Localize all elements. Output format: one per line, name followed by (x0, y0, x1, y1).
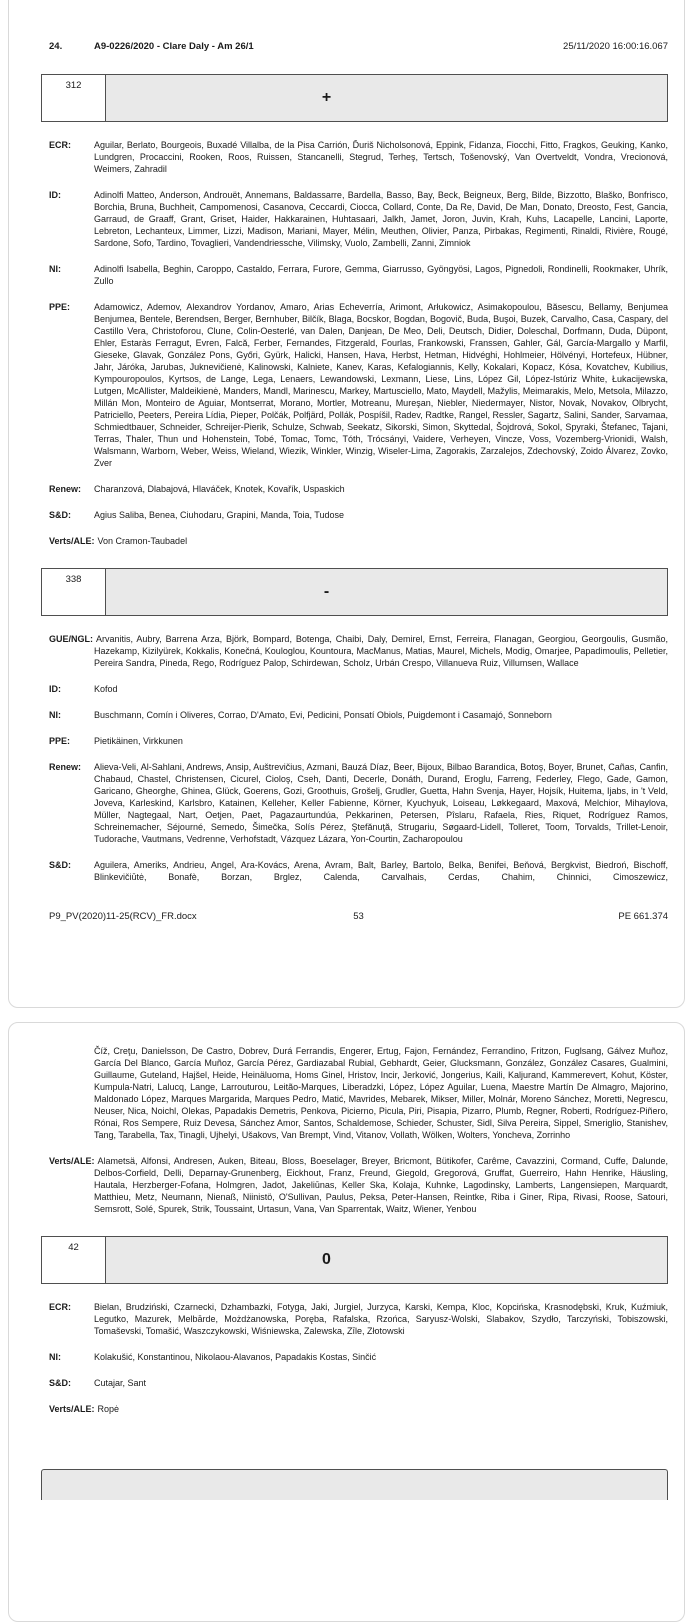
vote-item-number: 24. (49, 41, 63, 52)
group-label: ECR: (49, 1302, 71, 1312)
group-label: GUE/NGL: (49, 634, 93, 644)
vote-group-id-minus (49, 683, 668, 695)
group-label: NI: (49, 1352, 61, 1362)
group-names: Adinolfi Isabella, Beghin, Caroppo, Castaldo, Ferrara, Furore, Gemma, Giarrusso, Gyöngyösi, Lagos, Pignedoli, Rondinelli, Rookmaker, Uhrík, Zullo (94, 264, 668, 286)
group-names: Adinolfi Matteo, Anderson, Androuët, Annemans, Baldassarre, Bardella, Basso, Bay, Beck, Beigneux, Berg, Bilde, Bizzotto, Blaško, Bonfrisco, Borchia, Bruna, Buchheit, Campomenosi, Casanova, Ceccardi, Ciocca, Collard, Conte, Da Re, David, De Man, Donato, Dreosto, Fest, Gancia, Garraud, de Graaff, Grant, Griset, Haider, Hakkarainen, Huhtasaari, Jalkh, Jamet, Joron, Juvin, Krah, Kuhs, Lacapelle, Lancini, Laporte, Lebreton, Lechanteux, Limmer, Lizzi, Madison, Mariani, Mayer, Mélin, Meuthen, Olivier, Panza, Pirbakas, Regimenti, Rinaldi, Rivière, Rougé, Sardone, Sofo, Tardino, Tovaglieri, Vandendriessche, Vilimsky, Vuolo, Zambelli, Zanni, Zimniok (94, 190, 668, 248)
group-names: Aguilera, Ameriks, Andrieu, Angel, Ara-Kovács, Arena, Avram, Balt, Barley, Bartolo, Belka, Benifei, Beňová, Bergkvist, Biedroń, Bischoff, Blinkevičiūtė, Bonafè, Borzan, Brglez, Calenda, Carvalhais, Cerdas, Chahim, Chinnici, Cimoszewicz, (94, 860, 668, 882)
group-names: Kofod (94, 684, 118, 694)
group-label: Verts/ALE: (49, 1404, 95, 1414)
vote-cell-plus (106, 75, 667, 121)
vote-cell-minus (106, 569, 667, 615)
next-vote-box-partial (41, 1469, 668, 1500)
vote-group-sd-minus (49, 859, 668, 883)
group-names: Buschmann, Comín i Oliveres, Corrao, D'Amato, Evi, Pedicini, Ponsatí Obiols, Puigdemont i Casamajó, Sonneborn (94, 710, 552, 720)
group-label: ECR: (49, 140, 71, 150)
vote-count-zero: 42 (42, 1237, 106, 1283)
plus-symbol: + (321, 89, 332, 106)
group-names: Bielan, Brudziński, Czarnecki, Dzhambazki, Fotyga, Jaki, Jurgiel, Jurzyca, Karski, Kempa, Kloc, Kopcińska, Krasnodębski, Kruk, Kuźmiuk, Legutko, Mazurek, Melbārde, Możdżanowska, Poręba, Rafalska, Rzońca, Saryusz-Wolski, Slabakov, Szydło, Tarczyński, Tobiszowski, Tomaševski, Tomašić, Waszczykowski, Wiśniewska, Zalewska, Zīle, Złotowski (94, 1302, 668, 1336)
footer-docname: P9_PV(2020)11-25(RCV)_FR.docx (49, 911, 197, 922)
vote-group-sd-plus (49, 509, 668, 521)
footer-reference: PE 661.374 (618, 911, 669, 922)
group-label: ID: (49, 684, 61, 694)
footer-page-number: 53 (353, 911, 364, 922)
group-names: Ropė (97, 1404, 120, 1414)
vote-group-ni-plus (49, 263, 668, 287)
vote-group-renew-plus (49, 483, 668, 495)
vote-group-ecr-zero (49, 1301, 668, 1337)
zero-symbol: 0 (322, 1251, 331, 1268)
vote-group-guengl-minus (49, 633, 668, 669)
vote-count-minus: 338 (42, 569, 106, 615)
document-page-2 (8, 1022, 685, 1622)
group-names: Charanzová, Dlabajová, Hlaváček, Knotek, Kovařík, Uspaskich (94, 484, 345, 494)
group-names: Von Cramon-Taubadel (97, 536, 188, 546)
vote-group-ppe-minus (49, 735, 668, 747)
vote-group-sd-zero (49, 1377, 668, 1389)
group-names: Cutajar, Sant (94, 1378, 147, 1388)
group-label: Renew: (49, 762, 82, 772)
vote-group-ni-minus (49, 709, 668, 721)
vote-header (49, 41, 668, 53)
vote-group-verts-plus (49, 535, 668, 547)
sd-names-continuation: Číž, Creţu, Danielsson, De Castro, Dobrev, Durá Ferrandis, Engerer, Ertug, Fajon, Fernández, Ferrandino, Fritzon, Fuglsang, Gálvez Muñoz, García Del Blanco, García Muñoz, García Pérez, Gardiazabal Rubial, Gebhardt, Geier, Glucksmann, González, González Casares, Gualmini, Guillaume, Guteland, Hajšel, Heide, Heinäluoma, Homs Ginel, Hristov, Incir, Jerković, Jongerius, Kaili, Kaljurand, Kammerevert, Kohut, Köster, Kumpula-Natri, Lalucq, Lange, Larrouturou, Leitão-Marques, Liberadzki, López, López Aguilar, Luena, Maestre Martín De Almagro, Majorino, Maldonado López, Marques Margarida, Marques Pedro, Matić, Mavrides, Mebarek, Mikser, Miller, Molnár, Moreno Sánchez, Moretti, Negrescu, Neuser, Nica, Noichl, Olekas, Papadakis Demetris, Penkova, Picierno, Picula, Piri, Pisapia, Pizarro, Plumb, Regner, Roberti, Rodríguez-Piñero, Rónai, Ros Sempere, Ruiz Devesa, Sánchez Amor, Santos, Schaldemose, Schieder, Schuster, Sidl, Silva Pereira, Sippel, Smeriglio, Stanishev, Tang, Tarabella, Tax, Tinagli, Ujhelyi, Ušakovs, Van Brempt, Vind, Vitanov, Vollath, Wölken, Wolters, Yoncheva, Zorrinho (94, 1046, 668, 1140)
group-label: S&D: (49, 1378, 71, 1388)
group-label: Verts/ALE: (49, 536, 95, 546)
group-label: S&D: (49, 860, 71, 870)
group-names: Alametsä, Alfonsi, Andresen, Auken, Biteau, Bloss, Boeselager, Breyer, Bricmont, Bütikofer, Carême, Cavazzini, Cormand, Cuffe, Dalunde, Delbos-Corfield, Delli, Deparnay-Grunenberg, Eickhout, Franz, Freund, Giegold, Gregorová, Gruffat, Guerreiro, Hahn Henrike, Häusling, Hautala, Herzberger-Fofana, Holmgren, Jadot, Jakeliūnas, Keller Ska, Kolaja, Kuhnke, Lagodinsky, Lamberts, Langensiepen, Marquardt, Matthieu, Metz, Neumann, Nienaß, Niinistö, O'Sullivan, Paulus, Peksa, Peter-Hansen, Reintke, Riba i Giner, Ripa, Rivasi, Roose, Satouri, Semsrott, Solé, Spurek, Strik, Toussaint, Urtasun, Vana, Van Sparrentak, Waitz, Wiener, Yenbou (94, 1156, 668, 1214)
group-names: Kolakušić, Konstantinou, Nikolaou-Alavanos, Papadakis Kostas, Sinčić (94, 1352, 377, 1362)
vote-group-verts-minus (49, 1155, 668, 1215)
document-page-1 (8, 0, 685, 1008)
group-label: PPE: (49, 302, 71, 312)
page-footer (49, 911, 668, 923)
group-names: Alieva-Veli, Al-Sahlani, Andrews, Ansip, Auštrevičius, Azmani, Bauzá Díaz, Beer, Bijoux, Bilbao Barandica, Botoş, Boyer, Brunet, Cañas, Canfin, Chabaud, Chastel, Christensen, Cicurel, Cioloş, Cseh, Danti, Decerle, Donáth, Durand, Eroglu, Farreng, Federley, Flego, Gade, Gamon, Garicano, Gheorghe, Ghinea, Glück, Goerens, Gozi, Groothuis, Grošelj, Grudler, Guetta, Hahn Svenja, Hayer, Hojsík, Huitema, Ijabs, in 't Veld, Joveva, Karleskind, Karlsbro, Katainen, Kelleher, Keller Fabienne, Körner, Kyuchyuk, Loiseau, Løkkegaard, Maxová, Melchior, Mihaylova, Müller, Nagtegaal, Nart, Oetjen, Paet, Pagazaurtundúa, Pekkarinen, Petersen, Pîslaru, Rafaela, Ries, Riquet, Rodríguez Ramos, Schreinemacher, Séjourné, Semedo, Šimečka, Solís Pérez, Ştefănuţă, Strugariu, Søgaard-Lidell, Tolleret, Toom, Torvalds, Trillet-Lenoir, Tudorache, Vautmans, Vedrenne, Verhofstadt, Vázquez Lázara, Yon-Courtin, Zacharopoulou (94, 762, 668, 844)
vote-group-id-plus (49, 189, 668, 249)
vote-result-box-plus (41, 74, 668, 122)
group-label: Renew: (49, 484, 82, 494)
group-names: Agius Saliba, Benea, Ciuhodaru, Grapini, Manda, Toia, Tudose (94, 510, 344, 520)
minus-symbol: - (323, 583, 330, 600)
group-names: Pietikäinen, Virkkunen (94, 736, 183, 746)
group-label: S&D: (49, 510, 71, 520)
group-names: Adamowicz, Ademov, Alexandrov Yordanov, Amaro, Arias Echeverría, Arimont, Arłukowicz, Asimakopoulou, Băsescu, Bellamy, Benjumea Benjumea, Bentele, Berendsen, Berger, Bernhuber, Bilčík, Blaga, Bocskor, Bogdan, Bogovič, Buda, Buşoi, Buzek, Carvalho, Casa, Caspary, del Castillo Vera, Christoforou, Clune, Colin-Oesterlé, van Dalen, Danjean, De Meo, Deli, Deutsch, Didier, Doleschal, Dorfmann, Duda, Düpont, Ehler, Estaràs Ferragut, Evren, Falcă, Ferber, Fernandes, Fitzgerald, Fourlas, Frankowski, Franssen, Gahler, Gál, García-Margallo y Marfil, Gieseke, Glavak, González Pons, Győri, Gyürk, Halicki, Hansen, Hava, Herbst, Hetman, Hidvéghi, Hohlmeier, Hölvényi, Hortefeux, Hübner, Jahr, Járóka, Jarubas, Juknevičienė, Kalinowski, Kalniete, Kanev, Karas, Kefalogiannis, Kelly, Kokalari, Kopacz, Kósa, Kovatchev, Kubilius, Kympouropoulos, Kyrtsos, de Lange, Lega, Lenaers, Lewandowski, Lexmann, Liese, Lins, López Gil, López-Istúriz White, Łukacijewska, Lutgen, McAllister, Maldeikienė, Manders, Mandl, Marinescu, Markey, Martusciello, Mato, Maydell, Mažylis, Meimarakis, Melo, Metsola, Milazzo, Millán Mon, Monteiro de Aguiar, Montserrat, Morano, Mortler, Motreanu, Mureşan, Niebler, Niedermayer, Nistor, Novak, Novakov, Olbrycht, Patriciello, Peeters, Pereira Lídia, Pieper, Polčák, Polfjärd, Pollák, Pospíšil, Radev, Radtke, Rangel, Ressler, Sagartz, Salini, Sander, Sarvamaa, Schmiedtbauer, Schneider, Schreijer-Pierik, Schulze, Schwab, Seekatz, Sikorski, Simon, Skyttedal, Šojdrová, Sokol, Spyraki, Štefanec, Tajani, Terras, Thaler, Thun und Hohenstein, Tobé, Tomac, Tomc, Tóth, Trócsányi, Vaidere, Verheyen, Vincze, Voss, Vozemberg-Vrionidi, Walsh, Walsmann, Warborn, Weber, Weiss, Wieland, Wiezik, Winkler, Winzig, Wiseler-Lima, Zagorakis, Zarzalejos, Zdechovský, Zoido Álvarez, Zovko, Zver (94, 302, 668, 468)
group-names: Aguilar, Berlato, Bourgeois, Buxadé Villalba, de la Pisa Carrión, Ďuriš Nicholsonová, Eppink, Fidanza, Fiocchi, Fitto, Fragkos, Geuking, Kanko, Lundgren, Procaccini, Rooken, Roos, Ruissen, Stancanelli, Stegrud, Terheş, Tertsch, Tošenovský, Van Overtveldt, Vondra, Vrecionová, Weimers, Zahradil (94, 140, 668, 174)
vote-group-renew-minus (49, 761, 668, 845)
vote-result-box-minus (41, 568, 668, 616)
vote-timestamp: 25/11/2020 16:00:16.067 (563, 41, 668, 52)
group-label: Verts/ALE: (49, 1156, 95, 1166)
group-label: ID: (49, 190, 61, 200)
group-label: PPE: (49, 736, 71, 746)
vote-count-plus: 312 (42, 75, 106, 121)
vote-cell-zero (106, 1237, 667, 1283)
vote-group-ecr-plus (49, 139, 668, 175)
vote-group-verts-zero (49, 1403, 668, 1415)
vote-group-ppe-plus (49, 301, 668, 469)
group-names: Arvanitis, Aubry, Barrena Arza, Björk, Bompard, Botenga, Chaibi, Daly, Demirel, Ernst, Ferreira, Flanagan, Georgiou, Georgoulis, Gusmão, Hazekamp, Kizilyürek, Kokkalis, Konečná, Kouloglou, Kountoura, MacManus, Matias, Maurel, Michels, Modig, Omarjee, Papadimoulis, Pelletier, Pereira Sandra, Pineda, Rego, Rodríguez Palop, Schirdewan, Scholz, Urbán Crespo, Villanueva Ruiz, Villumsen, Wallace (94, 634, 668, 668)
group-label: NI: (49, 710, 61, 720)
vote-group-ni-zero (49, 1351, 668, 1363)
vote-title: A9-0226/2020 - Clare Daly - Am 26/1 (94, 41, 254, 52)
vote-result-box-zero (41, 1236, 668, 1284)
group-label: NI: (49, 264, 61, 274)
